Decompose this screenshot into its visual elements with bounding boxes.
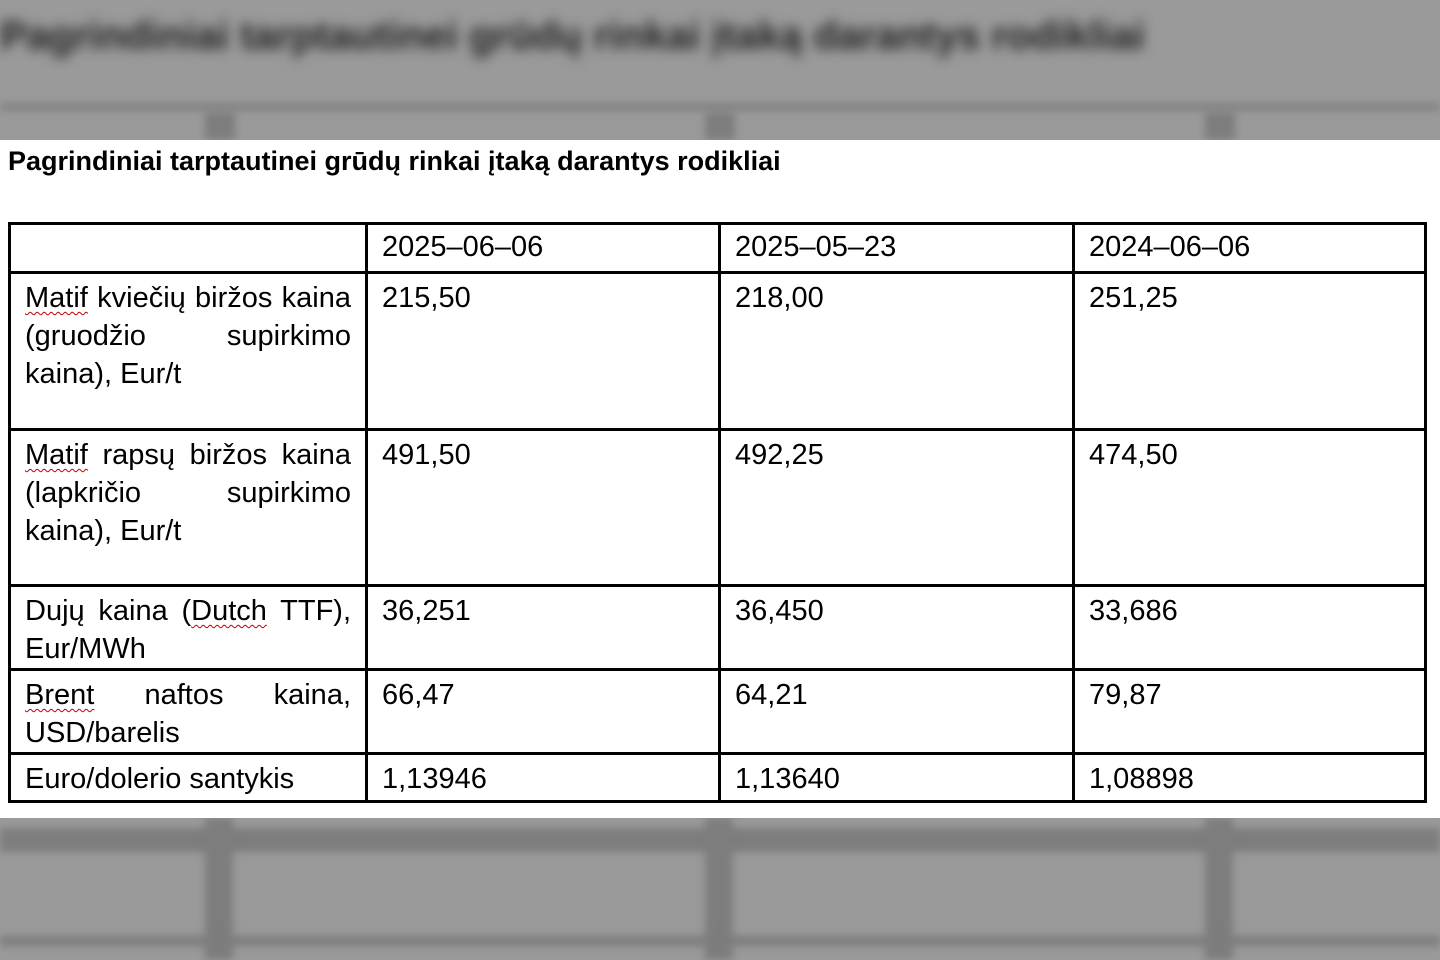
row-label-text: rapsų biržos kaina (lapkričio supirkimo kaina), Eur/t xyxy=(25,439,351,547)
value-cell: 251,25 xyxy=(1074,273,1426,430)
blurred-cell-border xyxy=(205,112,235,140)
blurred-rule xyxy=(0,104,1440,110)
table-row xyxy=(10,670,1426,754)
header-cell-date: 2024–06–06 xyxy=(1074,224,1426,273)
blurred-background-top xyxy=(0,0,1440,140)
value-cell: 79,87 xyxy=(1074,670,1426,754)
header-cell-date: 2025–05–23 xyxy=(720,224,1074,273)
spellcheck-word: Matif xyxy=(25,439,88,471)
row-label-text: Dujų kaina ( xyxy=(25,595,192,627)
blurred-cell-border xyxy=(705,112,735,140)
value-cell: 218,00 xyxy=(720,273,1074,430)
row-label-gas xyxy=(10,586,367,670)
value-cell: 36,450 xyxy=(720,586,1074,670)
value-cell: 66,47 xyxy=(367,670,720,754)
table-row xyxy=(10,273,1426,430)
value-cell: 1,13640 xyxy=(720,754,1074,802)
header-cell-date: 2025–06–06 xyxy=(367,224,720,273)
row-label-eur-usd: Euro/dolerio santykis xyxy=(10,754,367,802)
row-label-text: naftos kaina, USD/barelis xyxy=(25,679,351,749)
row-label-rapeseed xyxy=(10,430,367,586)
value-cell: 1,13946 xyxy=(367,754,720,802)
value-cell: 215,50 xyxy=(367,273,720,430)
value-cell: 492,25 xyxy=(720,430,1074,586)
spellcheck-word: Matif xyxy=(25,282,88,314)
row-label-wheat xyxy=(10,273,367,430)
table-row xyxy=(10,754,1426,802)
spellcheck-word: Dutch xyxy=(191,595,267,627)
row-label-text: kviečių biržos kaina (gruodžio supirkimo kaina), Eur/t xyxy=(25,282,351,390)
row-label-oil xyxy=(10,670,367,754)
table-row xyxy=(10,586,1426,670)
value-cell: 64,21 xyxy=(720,670,1074,754)
value-cell: 33,686 xyxy=(1074,586,1426,670)
value-cell: 36,251 xyxy=(367,586,720,670)
value-cell: 1,08898 xyxy=(1074,754,1426,802)
header-cell-empty xyxy=(10,224,367,273)
blurred-cell-border xyxy=(1205,112,1235,140)
page-title: Pagrindiniai tarptautinei grūdų rinkai įtaką darantys rodikliai xyxy=(8,146,781,176)
table-header-row xyxy=(10,224,1426,273)
value-cell: 491,50 xyxy=(367,430,720,586)
blurred-background-bottom xyxy=(0,818,1440,960)
blurred-rule xyxy=(0,936,1440,946)
table-row xyxy=(10,430,1426,586)
blurred-title: Pagrindiniai tarptautinei grūdų rinkai įtaką darantys rodikliai xyxy=(0,14,1145,58)
spellcheck-word: Brent xyxy=(25,679,95,711)
row-label-text: TTF), Eur/MWh xyxy=(25,595,351,665)
indicators-table xyxy=(8,222,1427,803)
value-cell: 474,50 xyxy=(1074,430,1426,586)
